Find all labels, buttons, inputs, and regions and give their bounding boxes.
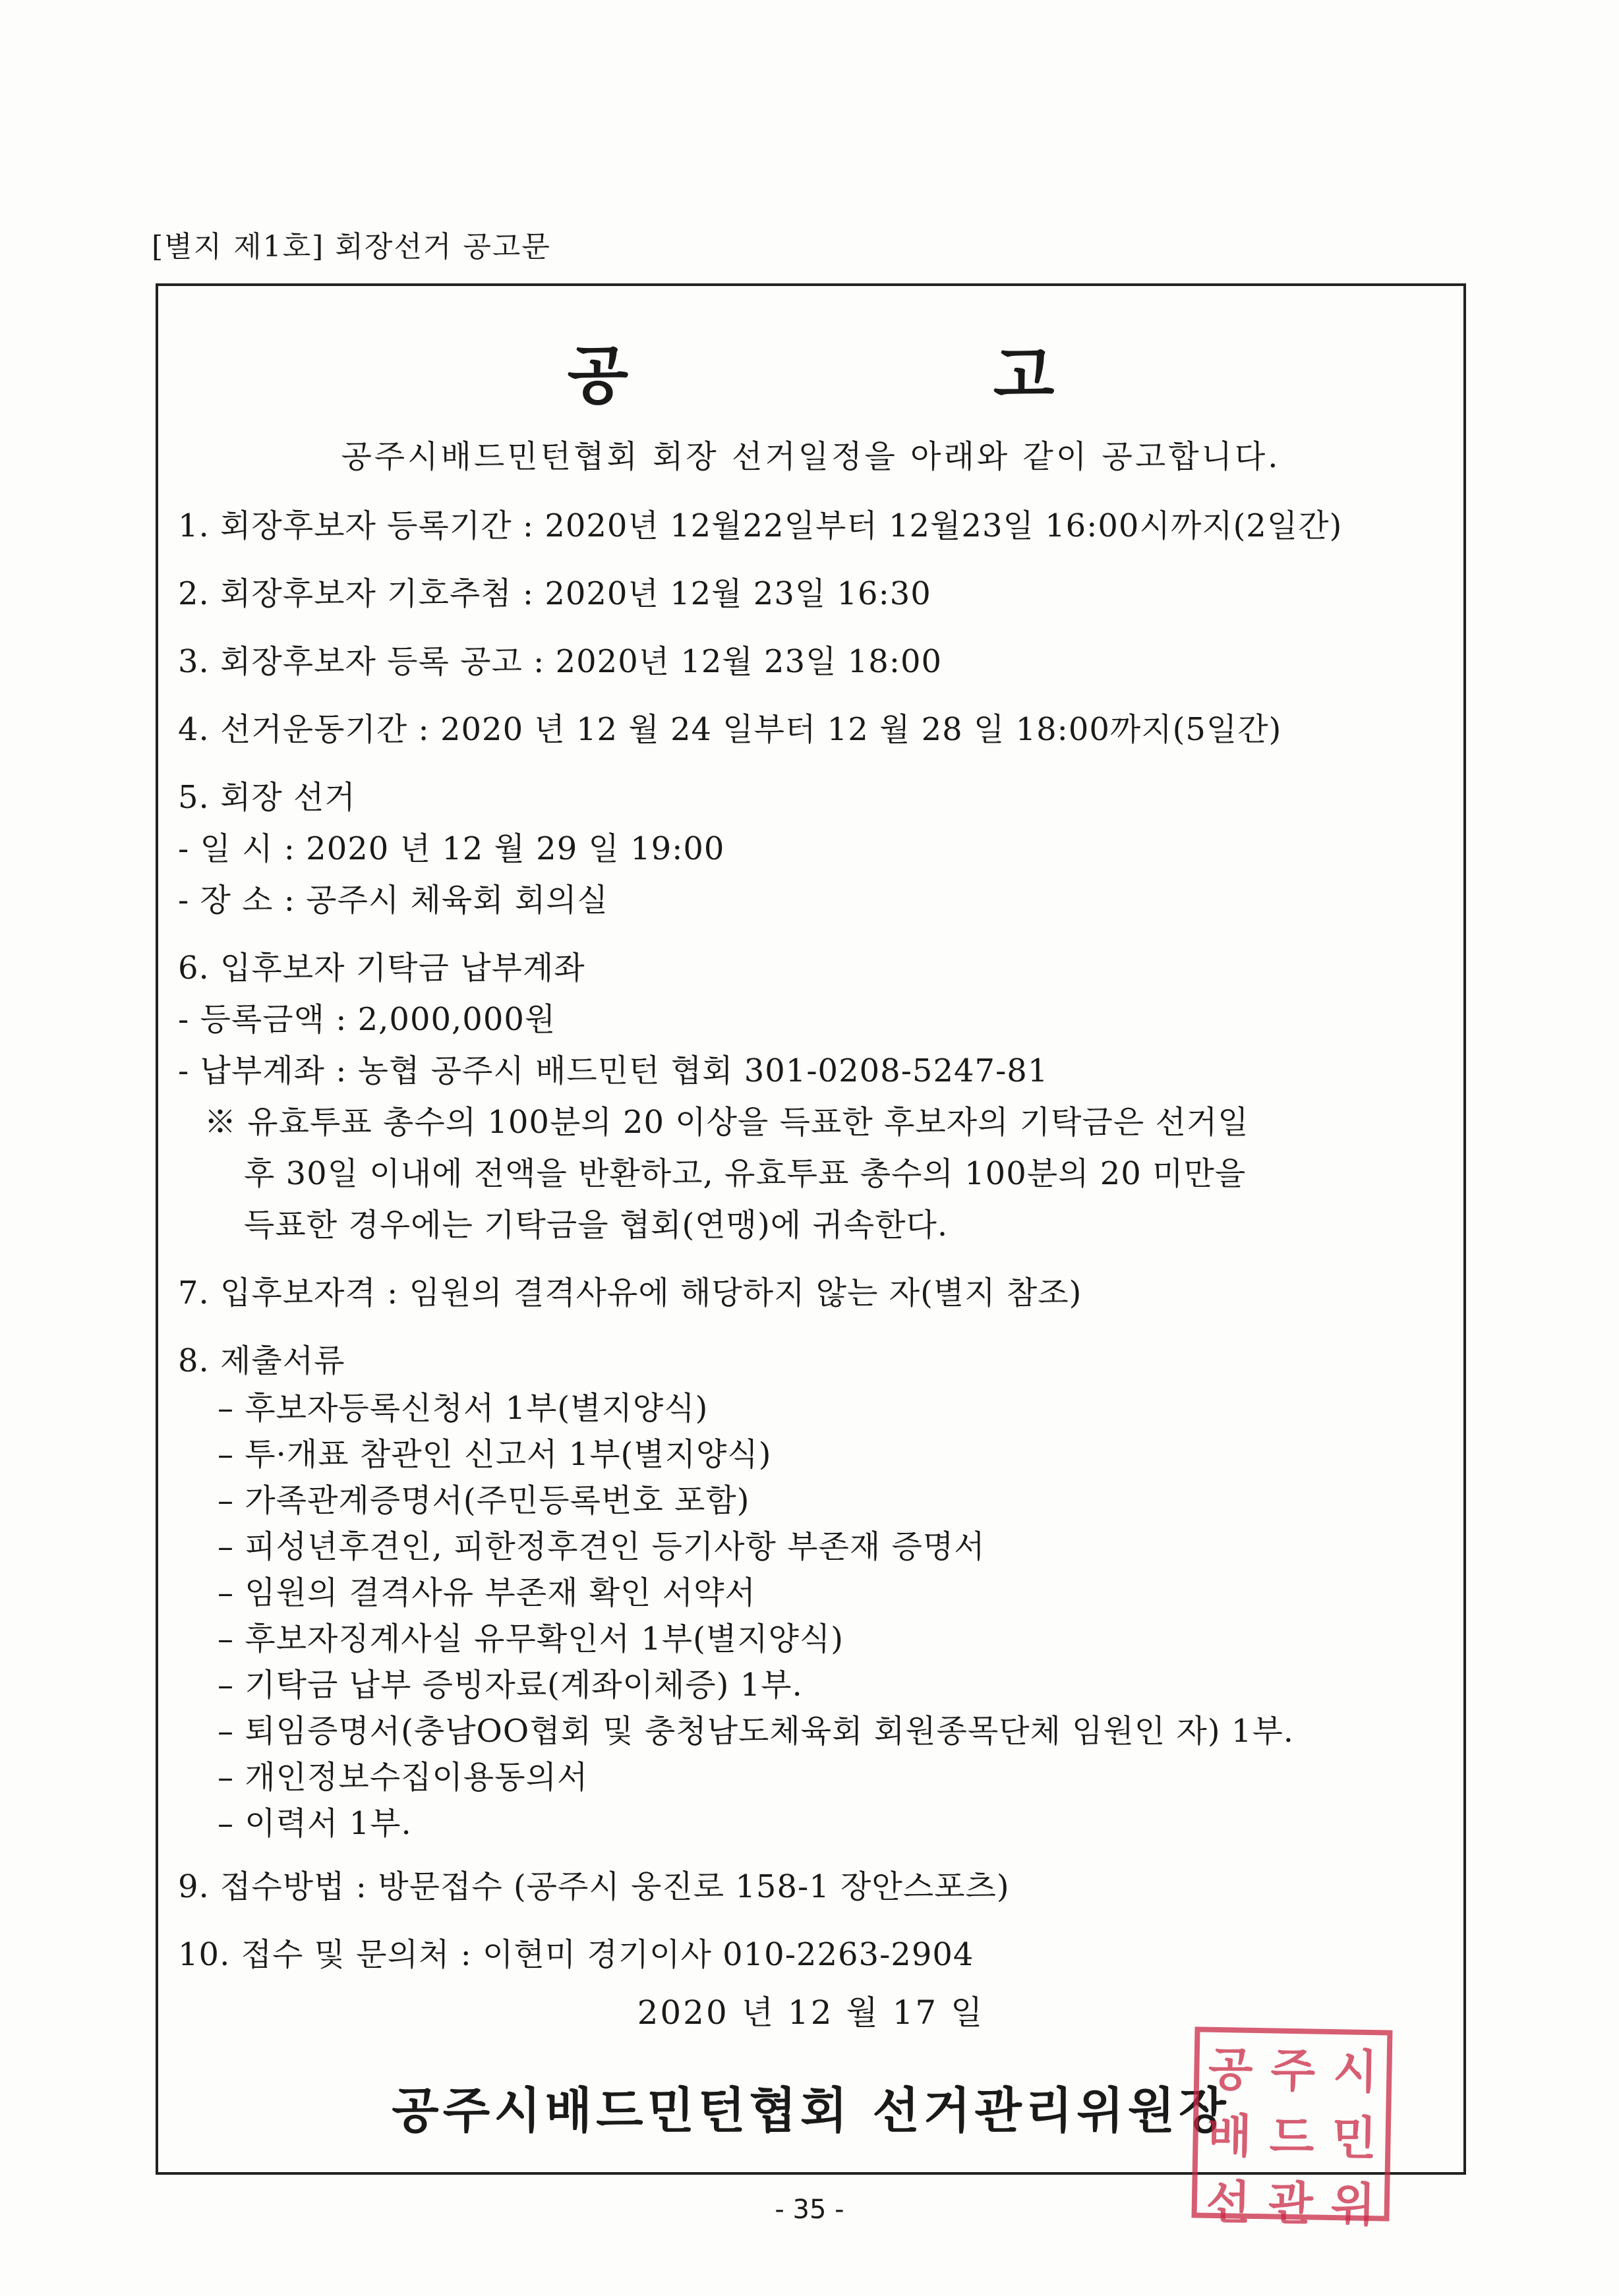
item-submission-method: 9. 접수방법 : 방문접수 (공주시 웅진로 158-1 장안스포츠) — [178, 1868, 1010, 1905]
notice-date: 2020 년 12 월 17 일 — [637, 1994, 985, 2032]
document-item: – 가족관계증명서(주민등록번호 포함) — [218, 1482, 750, 1519]
item-contact: 10. 접수 및 문의처 : 이현미 경기이사 010-2263-2904 — [178, 1936, 974, 1973]
notice-intro: 공주시배드민턴협회 회장 선거일정을 아래와 같이 공고합니다. — [341, 438, 1281, 475]
item-documents: 8. 제출서류 — [178, 1342, 345, 1379]
item-number-draw: 2. 회장후보자 기호추첨 : 2020년 12월 23일 16:30 — [178, 575, 931, 612]
document-item: – 임원의 결격사유 부존재 확인 서약서 — [218, 1574, 756, 1611]
deposit-note-line-2: 후 30일 이내에 전액을 반환하고, 유효투표 총수의 100분의 20 미만을 — [244, 1155, 1247, 1192]
item-campaign-period: 4. 선거운동기간 : 2020 년 12 월 24 일부터 12 월 28 일 18:00까지(5일간) — [178, 711, 1282, 748]
notice-title: 공 고 — [567, 338, 1226, 413]
item-election-datetime: - 일 시 : 2020 년 12 월 29 일 19:00 — [178, 830, 725, 867]
deposit-note-line-3: 득표한 경우에는 기탁금을 협회(연맹)에 귀속한다. — [244, 1207, 949, 1244]
item-deposit-amount: - 등록금액 : 2,000,000원 — [178, 1001, 556, 1038]
form-label: [별지 제1호] 회장선거 공고문 — [152, 230, 551, 264]
notice-frame — [156, 283, 1466, 2175]
item-registration-period: 1. 회장후보자 등록기간 : 2020년 12월22일부터 12월23일 16:00시까지(2일간) — [178, 507, 1343, 544]
document-item: – 퇴임증명서(충남OO협회 및 충청남도체육회 회원종목단체 임원인 자) 1부. — [218, 1713, 1295, 1750]
item-election: 5. 회장 선거 — [178, 779, 356, 816]
document-item: – 이력서 1부. — [218, 1805, 412, 1842]
document-item: – 후보자징계사실 유무확인서 1부(별지양식) — [218, 1621, 844, 1657]
signer-title: 공주시배드민턴협회 선거관리위원장 — [392, 2082, 1230, 2139]
official-seal: 공 주 시 배 드 민 선 관 위 — [1191, 2026, 1392, 2221]
item-registration-notice: 3. 회장후보자 등록 공고 : 2020년 12월 23일 18:00 — [178, 643, 943, 680]
document-item: – 기탁금 납부 증빙자료(계좌이체증) 1부. — [218, 1667, 803, 1704]
item-deposit-account: 6. 입후보자 기탁금 납부계좌 — [178, 950, 585, 987]
document-item: – 피성년후견인, 피한정후견인 등기사항 부존재 증명서 — [218, 1528, 986, 1565]
item-deposit-bank: - 납부계좌 : 농협 공주시 배드민턴 협회 301-0208-5247-81 — [178, 1052, 1049, 1089]
item-election-location: - 장 소 : 공주시 체육회 회의실 — [178, 882, 608, 919]
item-eligibility: 7. 입후보자격 : 임원의 결격사유에 해당하지 않는 자(별지 참조) — [178, 1275, 1082, 1311]
document-item: – 개인정보수집이용동의서 — [218, 1759, 589, 1796]
document-item: – 후보자등록신청서 1부(별지양식) — [218, 1390, 709, 1427]
document-item: – 투·개표 참관인 신고서 1부(별지양식) — [218, 1436, 772, 1473]
page-number: - 35 - — [775, 2195, 844, 2225]
deposit-note-line-1: ※ 유효투표 총수의 100분의 20 이상을 득표한 후보자의 기탁금은 선거일 — [204, 1104, 1249, 1141]
